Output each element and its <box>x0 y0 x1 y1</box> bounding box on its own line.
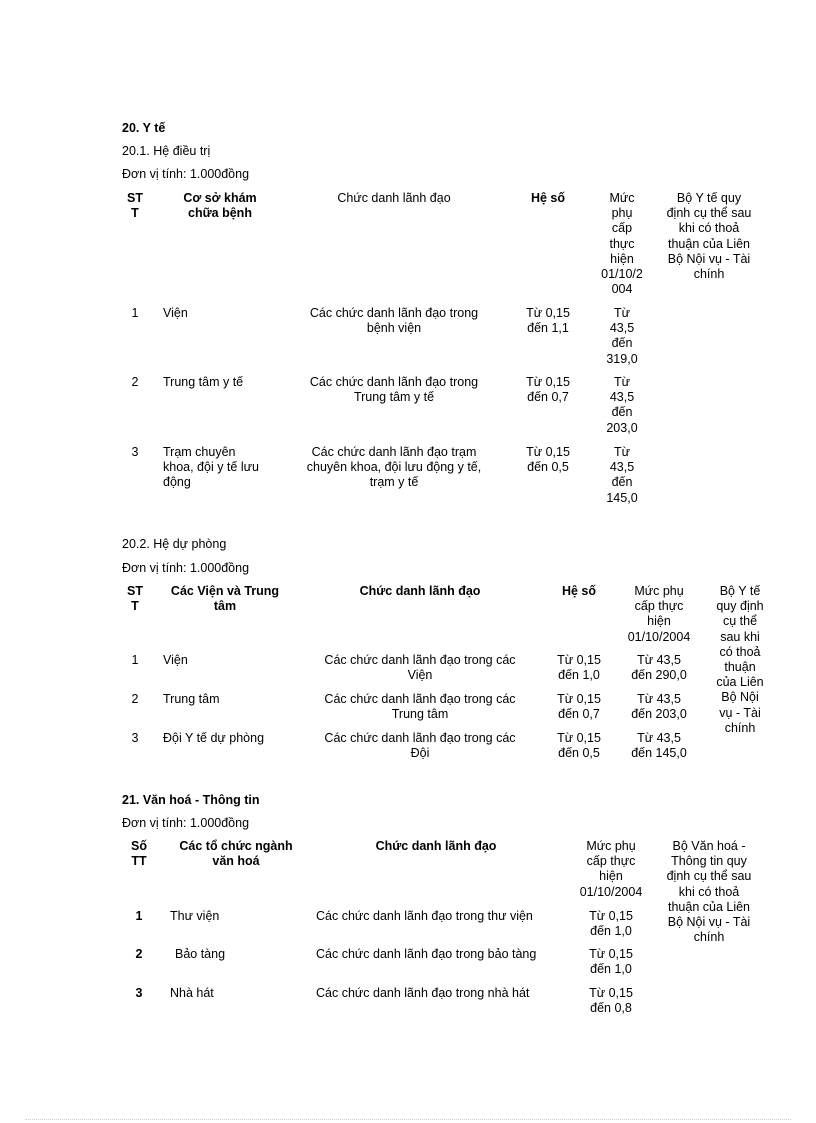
t1-r1-allow: Từ 43,5 đến 319,0 <box>606 306 638 366</box>
t3-r2-stt: 2 <box>135 947 143 961</box>
t3-r2-org: Bảo tàng <box>175 947 226 961</box>
t3-r1-allow: Từ 0,15 đến 1,0 <box>589 909 633 939</box>
t1-r2-stt: 2 <box>131 375 139 389</box>
t2-r2-stt: 2 <box>131 692 139 706</box>
t1-r1-facility: Viện <box>163 306 188 320</box>
t1-r1-coef: Từ 0,15 đến 1,1 <box>526 306 570 336</box>
t1-header-title: Chức danh lãnh đạo <box>337 191 451 205</box>
t1-r1-title: Các chức danh lãnh đạo trong bệnh viện <box>309 306 479 336</box>
t1-r2-coef: Từ 0,15 đến 0,7 <box>526 375 570 405</box>
t1-r3-title: Các chức danh lãnh đạo trạm chuyên khoa, đội lưu động y tế, trạm y tế <box>306 445 482 490</box>
t2-header-note: Bộ Y tế quy định cụ thể sau khi có thoả thuận của Liên Bộ Nội vụ - Tài chính <box>716 584 764 735</box>
t3-header-stt: Số TT <box>131 839 147 869</box>
t1-r2-allow: Từ 43,5 đến 203,0 <box>606 375 638 435</box>
t1-r2-facility: Trung tâm y tế <box>163 375 244 389</box>
t2-r1-title: Các chức danh lãnh đạo trong các Viện <box>324 653 516 683</box>
unit-label-2: Đơn vị tính: 1.000đồng <box>122 561 250 575</box>
t1-r1-stt: 1 <box>131 306 139 320</box>
t3-header-org: Các tổ chức ngành văn hoá <box>179 839 293 869</box>
t2-r2-facility: Trung tâm <box>163 692 220 706</box>
t3-r3-stt: 3 <box>135 986 143 1000</box>
t2-header-title: Chức danh lãnh đạo <box>359 584 481 598</box>
t2-r1-stt: 1 <box>131 653 139 667</box>
t3-r3-org: Nhà hát <box>170 986 214 1000</box>
t1-r3-stt: 3 <box>131 445 139 459</box>
t2-r3-facility: Đội Y tế dự phòng <box>163 731 265 745</box>
t1-header-stt: ST T <box>127 191 143 221</box>
page-bottom-divider <box>25 1119 791 1120</box>
t2-r1-allow: Từ 43,5 đến 290,0 <box>631 653 687 683</box>
t2-r3-coef: Từ 0,15 đến 0,5 <box>557 731 601 761</box>
t3-r3-allow: Từ 0,15 đến 0,8 <box>589 986 633 1016</box>
t3-r1-stt: 1 <box>135 909 143 923</box>
t2-r3-allow: Từ 43,5 đến 145,0 <box>631 731 687 761</box>
t3-r1-org: Thư viện <box>170 909 220 923</box>
t3-r1-title: Các chức danh lãnh đạo trong thư viện <box>316 909 533 923</box>
t2-header-facility: Các Viện và Trung tâm <box>170 584 280 614</box>
t2-header-coef: Hệ số <box>561 584 597 598</box>
t1-r3-coef: Từ 0,15 đến 0,5 <box>526 445 570 475</box>
unit-label-3: Đơn vị tính: 1.000đồng <box>122 816 250 830</box>
t2-r2-coef: Từ 0,15 đến 0,7 <box>557 692 601 722</box>
t3-header-title: Chức danh lãnh đạo <box>375 839 497 853</box>
t1-header-coef: Hệ số <box>530 191 566 205</box>
t3-r3-title: Các chức danh lãnh đạo trong nhà hát <box>316 986 530 1000</box>
t1-r3-allow: Từ 43,5 đến 145,0 <box>606 445 638 505</box>
t2-r3-stt: 3 <box>131 731 139 745</box>
t2-r2-allow: Từ 43,5 đến 203,0 <box>631 692 687 722</box>
t1-header-allow: Mức phụ cấp thực hiện 01/10/2 004 <box>601 191 643 297</box>
t3-r2-title: Các chức danh lãnh đạo trong bảo tàng <box>316 947 537 961</box>
t2-header-stt: ST T <box>127 584 143 614</box>
t2-r3-title: Các chức danh lãnh đạo trong các Đội <box>324 731 516 761</box>
t2-r1-coef: Từ 0,15 đến 1,0 <box>557 653 601 683</box>
t1-header-note: Bộ Y tế quy định cụ thể sau khi có thoả thuận của Liên Bộ Nội vụ - Tài chính <box>666 191 752 282</box>
t3-header-allow: Mức phụ cấp thực hiện 01/10/2004 <box>579 839 643 899</box>
section-20-title: 20. Y tế <box>122 121 166 135</box>
section-21-title: 21. Văn hoá - Thông tin <box>122 793 260 807</box>
t2-r1-facility: Viện <box>163 653 188 667</box>
section-20-1-title: 20.1. Hệ điều trị <box>122 144 211 158</box>
t1-r2-title: Các chức danh lãnh đạo trong Trung tâm y tế <box>309 375 479 405</box>
t1-header-facility: Cơ sở khám chữa bệnh <box>183 191 257 221</box>
t1-r3-facility: Trạm chuyên khoa, đội y tế lưu động <box>163 445 259 490</box>
t3-r2-allow: Từ 0,15 đến 1,0 <box>589 947 633 977</box>
t2-header-allow: Mức phụ cấp thực hiện 01/10/2004 <box>627 584 691 644</box>
t2-r2-title: Các chức danh lãnh đạo trong các Trung tâm <box>324 692 516 722</box>
unit-label-1: Đơn vị tính: 1.000đồng <box>122 167 250 181</box>
section-20-2-title: 20.2. Hệ dự phòng <box>122 537 227 551</box>
t3-header-note: Bộ Văn hoá - Thông tin quy định cụ thể sau khi có thoả thuận của Liên Bộ Nội vụ - Tài chính <box>666 839 752 945</box>
